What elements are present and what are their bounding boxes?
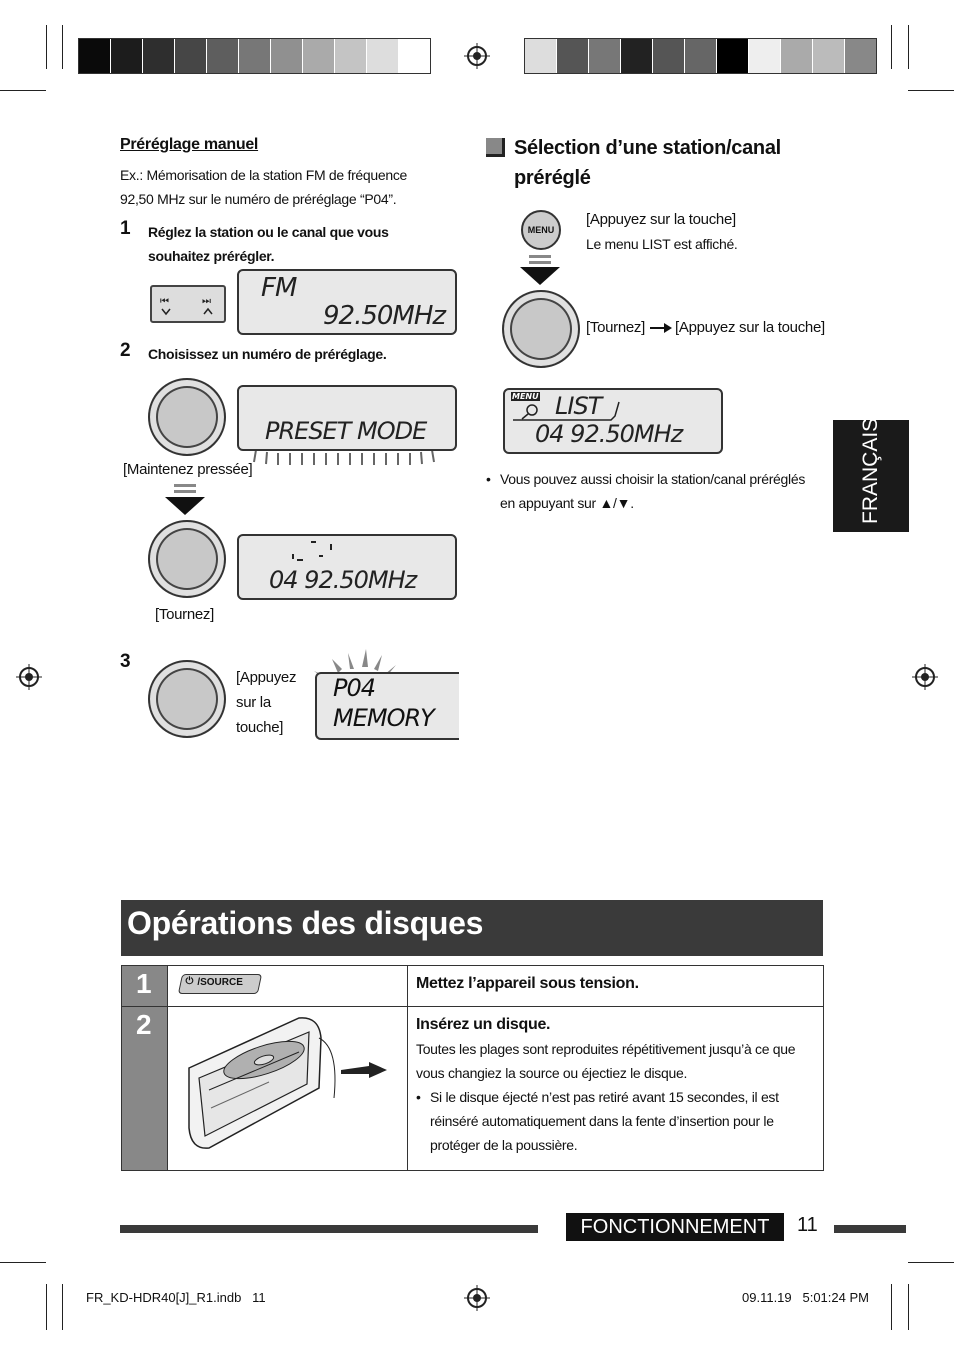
crop-mark	[908, 1284, 909, 1330]
list-frequency: 04 92.50MHz	[535, 420, 683, 448]
row-description: vous changiez la source ou éjectiez le disque.	[416, 1065, 688, 1081]
crop-mark	[0, 1262, 46, 1263]
crop-mark	[891, 25, 892, 69]
step-number: 3	[120, 651, 131, 672]
footer-rule	[834, 1225, 906, 1233]
color-calibration-bar-left	[78, 38, 431, 74]
list-label: LIST	[555, 392, 602, 420]
display-list	[503, 388, 723, 454]
registration-mark-icon	[464, 1285, 490, 1311]
example-text: Ex.: Mémorisation de la station FM de fréquence	[120, 167, 408, 183]
language-tab-label: FRANÇAIS	[859, 417, 882, 524]
menu-indicator: MENU	[512, 392, 539, 401]
row-note: réinséré automatiquement dans la fente d’insertion pour le	[430, 1113, 774, 1129]
row-number-cell	[122, 966, 168, 1007]
list-shown-text: Le menu LIST est affiché.	[586, 236, 738, 252]
turn-instruction: [Tournez]	[586, 319, 645, 336]
row-number: 2	[136, 1009, 152, 1040]
example-text: 92,50 MHz sur le numéro de préréglage “P04”.	[120, 191, 397, 207]
display-band: FM	[261, 273, 297, 303]
bullet: •	[486, 471, 491, 487]
hold-instruction: [Maintenez pressée]	[123, 461, 253, 478]
preset-label: P04	[333, 674, 376, 702]
step-number: 2	[120, 340, 131, 361]
memory-label: MEMORY	[333, 704, 434, 732]
arrow-stripe	[174, 484, 196, 487]
power-icon: ⏻	[185, 976, 194, 987]
menu-button[interactable]: MENU	[521, 210, 561, 250]
step-number: 1	[120, 218, 131, 239]
row-instruction: Mettez l’appareil sous tension.	[416, 975, 639, 992]
svg-text:⏭: ⏭	[202, 296, 211, 307]
display-preset-mode	[237, 385, 457, 451]
row-number-cell	[122, 1007, 168, 1171]
preset-frequency-text: 04 92.50MHz	[269, 566, 417, 594]
section-marker-icon	[486, 138, 505, 157]
press-instruction: [Appuyez sur la touche]	[675, 319, 825, 336]
operations-title-bar	[121, 900, 823, 956]
step-instruction: Réglez la station ou le canal que vous	[148, 224, 389, 240]
display-frequency: 92.50MHz	[323, 301, 446, 331]
section-label: FONCTIONNEMENT	[566, 1213, 784, 1241]
power-source-button[interactable]	[178, 974, 262, 994]
turn-instruction: [Tournez]	[155, 606, 214, 623]
page-number: 11	[797, 1214, 818, 1236]
svg-text:⏮: ⏮	[160, 296, 169, 307]
illustration-cell	[168, 1007, 408, 1171]
arrow-stripe	[529, 255, 551, 258]
press-instruction: touche]	[236, 719, 284, 736]
disc-insertion-illustration	[169, 1008, 406, 1164]
registration-mark-icon	[912, 664, 938, 690]
row-note: Si le disque éjecté n’est pas retiré avant 15 secondes, il est	[430, 1089, 779, 1105]
language-tab	[833, 417, 909, 532]
row-note: protéger de la poussière.	[430, 1137, 578, 1153]
operations-title: Opérations des disques	[127, 905, 484, 941]
display-preset-number	[237, 534, 457, 600]
bullet: •	[416, 1089, 421, 1105]
control-dial[interactable]	[148, 378, 226, 456]
control-dial[interactable]	[502, 290, 580, 368]
seek-buttons[interactable]	[150, 285, 226, 323]
manual-preset-heading: Préréglage manuel	[120, 136, 259, 153]
button-cell	[168, 966, 408, 1007]
instruction-cell	[408, 1007, 824, 1171]
blink-segment-icon	[289, 538, 339, 564]
row-description: Toutes les plages sont reproduites répétitivement jusqu’à ce que	[416, 1041, 796, 1057]
down-arrow-icon	[520, 267, 560, 285]
skip-icon	[152, 287, 224, 321]
down-arrow-icon	[165, 497, 205, 515]
operations-table	[121, 965, 824, 1171]
source-label: /SOURCE	[197, 977, 243, 988]
crop-mark	[62, 1284, 63, 1330]
press-instruction: [Appuyez	[236, 669, 297, 686]
control-dial[interactable]	[148, 660, 226, 738]
note-text: en appuyant sur ▲/▼.	[500, 495, 634, 511]
display-fm-frequency	[237, 269, 457, 335]
row-number: 1	[136, 968, 152, 999]
instruction-cell	[408, 966, 824, 1007]
arrow-stripe	[174, 490, 196, 493]
arrow-stripe	[529, 261, 551, 264]
row-instruction: Insérez un disque.	[416, 1016, 551, 1033]
note-text: Vous pouvez aussi choisir la station/canal préréglés	[500, 471, 806, 487]
preset-mode-text: PRESET MODE	[265, 417, 427, 445]
crop-mark	[908, 25, 909, 69]
right-arrow-icon	[650, 322, 672, 334]
registration-mark-icon	[16, 664, 42, 690]
print-timestamp: 09.11.19 5:01:24 PM	[742, 1290, 869, 1305]
footer-rule	[120, 1225, 538, 1233]
crop-mark	[908, 1262, 954, 1263]
crop-mark	[908, 90, 954, 91]
table-row	[122, 966, 824, 1007]
crop-mark	[891, 1284, 892, 1330]
table-row	[122, 1007, 824, 1171]
step-instruction: souhaitez prérégler.	[148, 248, 275, 264]
color-calibration-bar-right	[524, 38, 877, 74]
display-memory	[315, 672, 459, 740]
step-instruction: Choisissez un numéro de préréglage.	[148, 346, 387, 362]
right-heading: Sélection d’une station/canal	[514, 137, 781, 159]
registration-mark-icon	[464, 43, 490, 69]
right-heading: préréglé	[514, 167, 591, 189]
crop-mark	[62, 25, 63, 69]
crop-mark	[0, 90, 46, 91]
press-instruction: [Appuyez sur la touche]	[586, 211, 736, 228]
press-instruction: sur la	[236, 694, 271, 711]
crop-mark	[46, 1284, 47, 1330]
crop-mark	[46, 25, 47, 69]
control-dial[interactable]	[148, 520, 226, 598]
file-name: FR_KD-HDR40[J]_R1.indb 11	[86, 1290, 266, 1305]
